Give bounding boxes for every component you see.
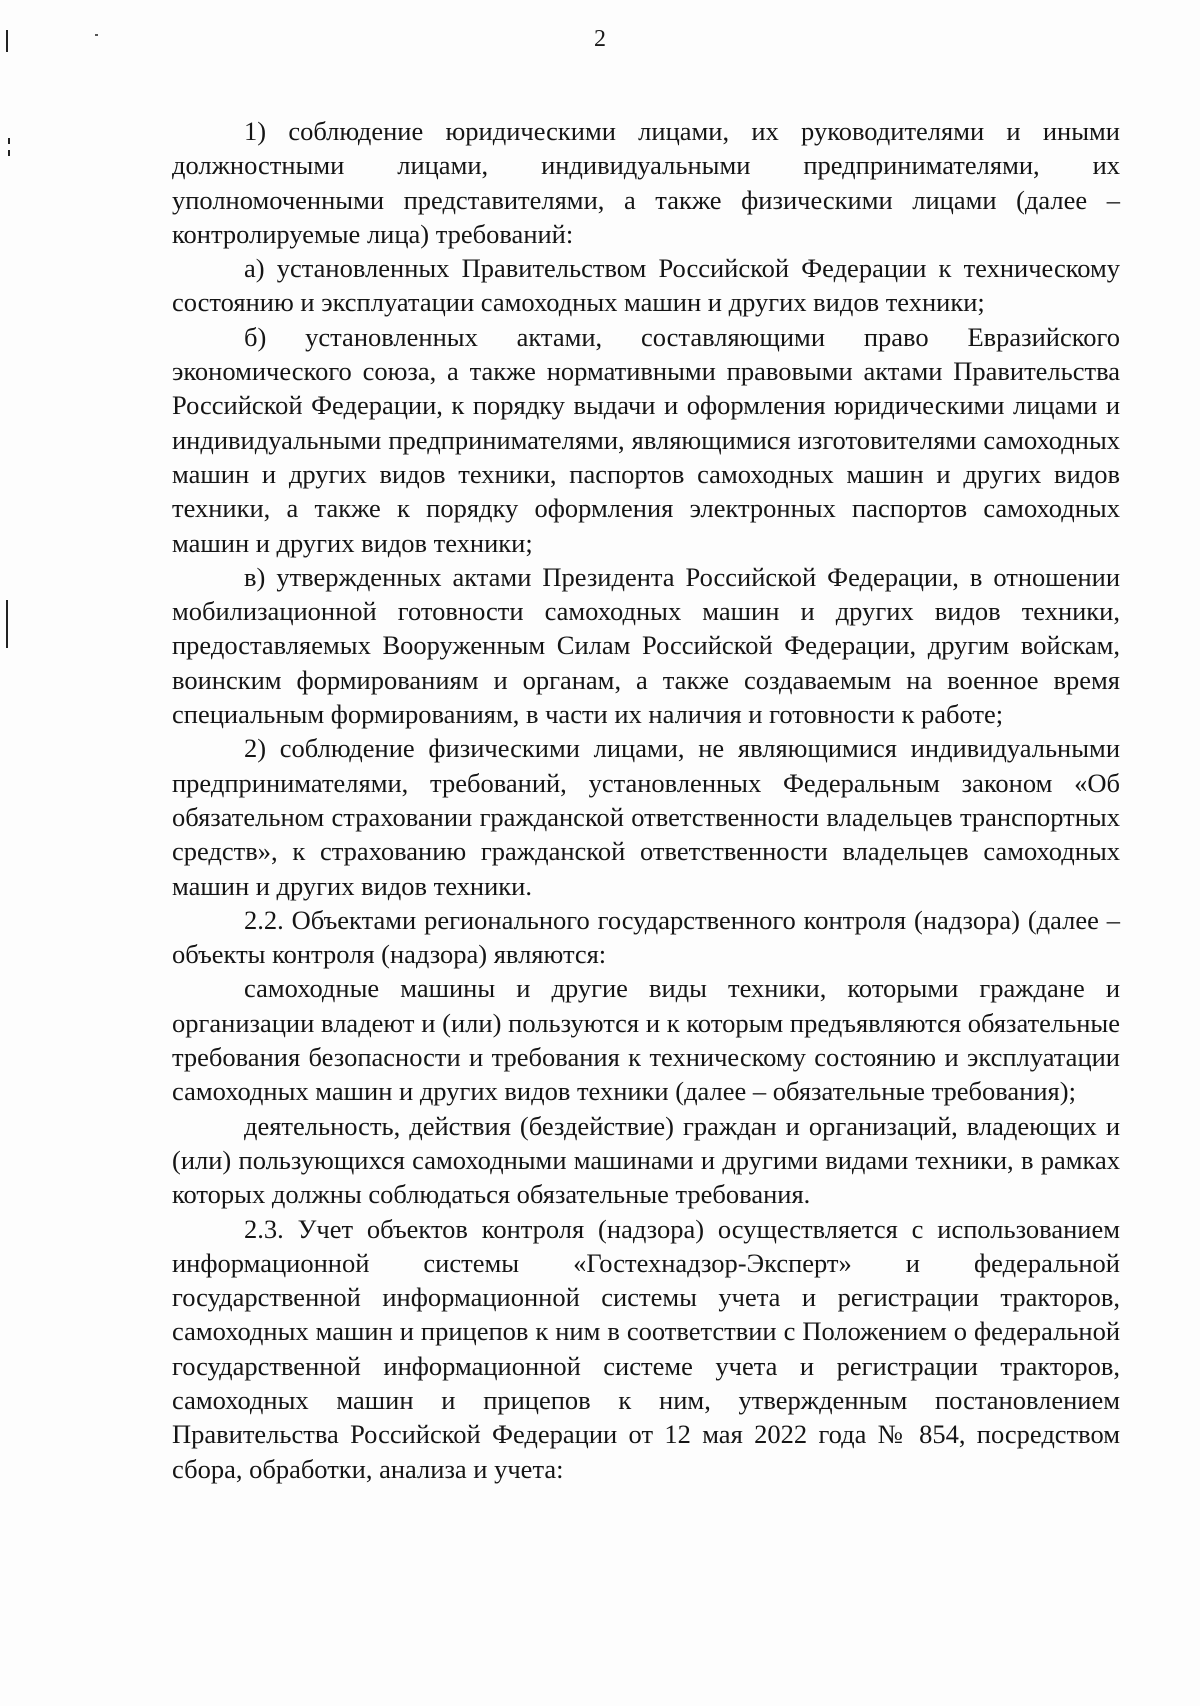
paragraph-section-2-3: 2.3. Учет объектов контроля (надзора) осуществляется с использованием информационной системы «Гостехнадзор-Эксперт» и федеральной государственной информационной системы учета и регистрации тракторов, самоходных машин и прицепов к ним в соответствии с Положением о федеральной государственной информационной системе учета и регистрации тракторов, самоходных машин и прицепов к ним, утвержденным постановлением Правительства Российской Федерации от 12 мая 2022 года № 854, посредством сбора, обработки, анализа и учета: [172,1213,1120,1484]
paragraph-subitem-v: в) утвержденных актами Президента Российской Федерации, в отношении мобилизационной готовности самоходных машин и других видов техники, предоставляемых Вооруженным Силам Российской Федерации, другим войскам, воинским формированиям и органам, а также создаваемым на военное время специальным формированиям, в части их наличия и готовности к работе; [172,561,1120,730]
paragraph-subitem-b: б) установленных актами, составляющими право Евразийского экономического союза, а также нормативными правовыми актами Правительства Российской Федерации, к порядку выдачи и оформления юридическими лицами и индивидуальными предпринимателями, являющимися изготовителями самоходных машин и других видов техники, паспортов самоходных машин и других видов техники, а также к порядку оформления электронных паспортов самоходных машин и других видов техники; [172,321,1120,558]
paragraph-objects-activity: деятельность, действия (бездействие) граждан и организаций, владеющих и (или) пользующихся самоходными машинами и другими видами техники, в рамках которых должны соблюдаться обязательные требования. [172,1110,1120,1210]
scan-artifact [6,600,8,648]
scan-artifact [8,150,10,156]
paragraph-section-2-2: 2.2. Объектами регионального государственного контроля (надзора) (далее – объекты контроля (надзора) являются: [172,904,1120,970]
paragraph-item-2: 2) соблюдение физическими лицами, не являющимися индивидуальными предпринимателями, требований, установленных Федеральным законом «Об обязательном страховании гражданской ответственности владельцев транспортных средств», к страхованию гражданской ответственности владельцев самоходных машин и других видов техники. [172,733,1120,901]
page-number: 2 [594,26,606,52]
paragraph-subitem-a: а) установленных Правительством Российской Федерации к техническому состоянию и эксплуатации самоходных машин и других видов техники; [172,253,1120,318]
document-body [172,114,1120,1486]
scan-artifact [8,138,10,144]
paragraph-item-1: 1) соблюдение юридическими лицами, их руководителями и иными должностными лицами, индивидуальными предпринимателями, их уполномоченными представителями, а также физическими лицами (далее – контролируемые лица) требований: [172,116,1120,249]
paragraph-objects-machines: самоходные машины и другие виды техники, которыми граждане и организации владеют и (или) пользуются и к которым предъявляются обязательные требования безопасности и требования к техническому состоянию и эксплуатации самоходных машин и других видов техники (далее – обязательные требования); [172,973,1120,1107]
